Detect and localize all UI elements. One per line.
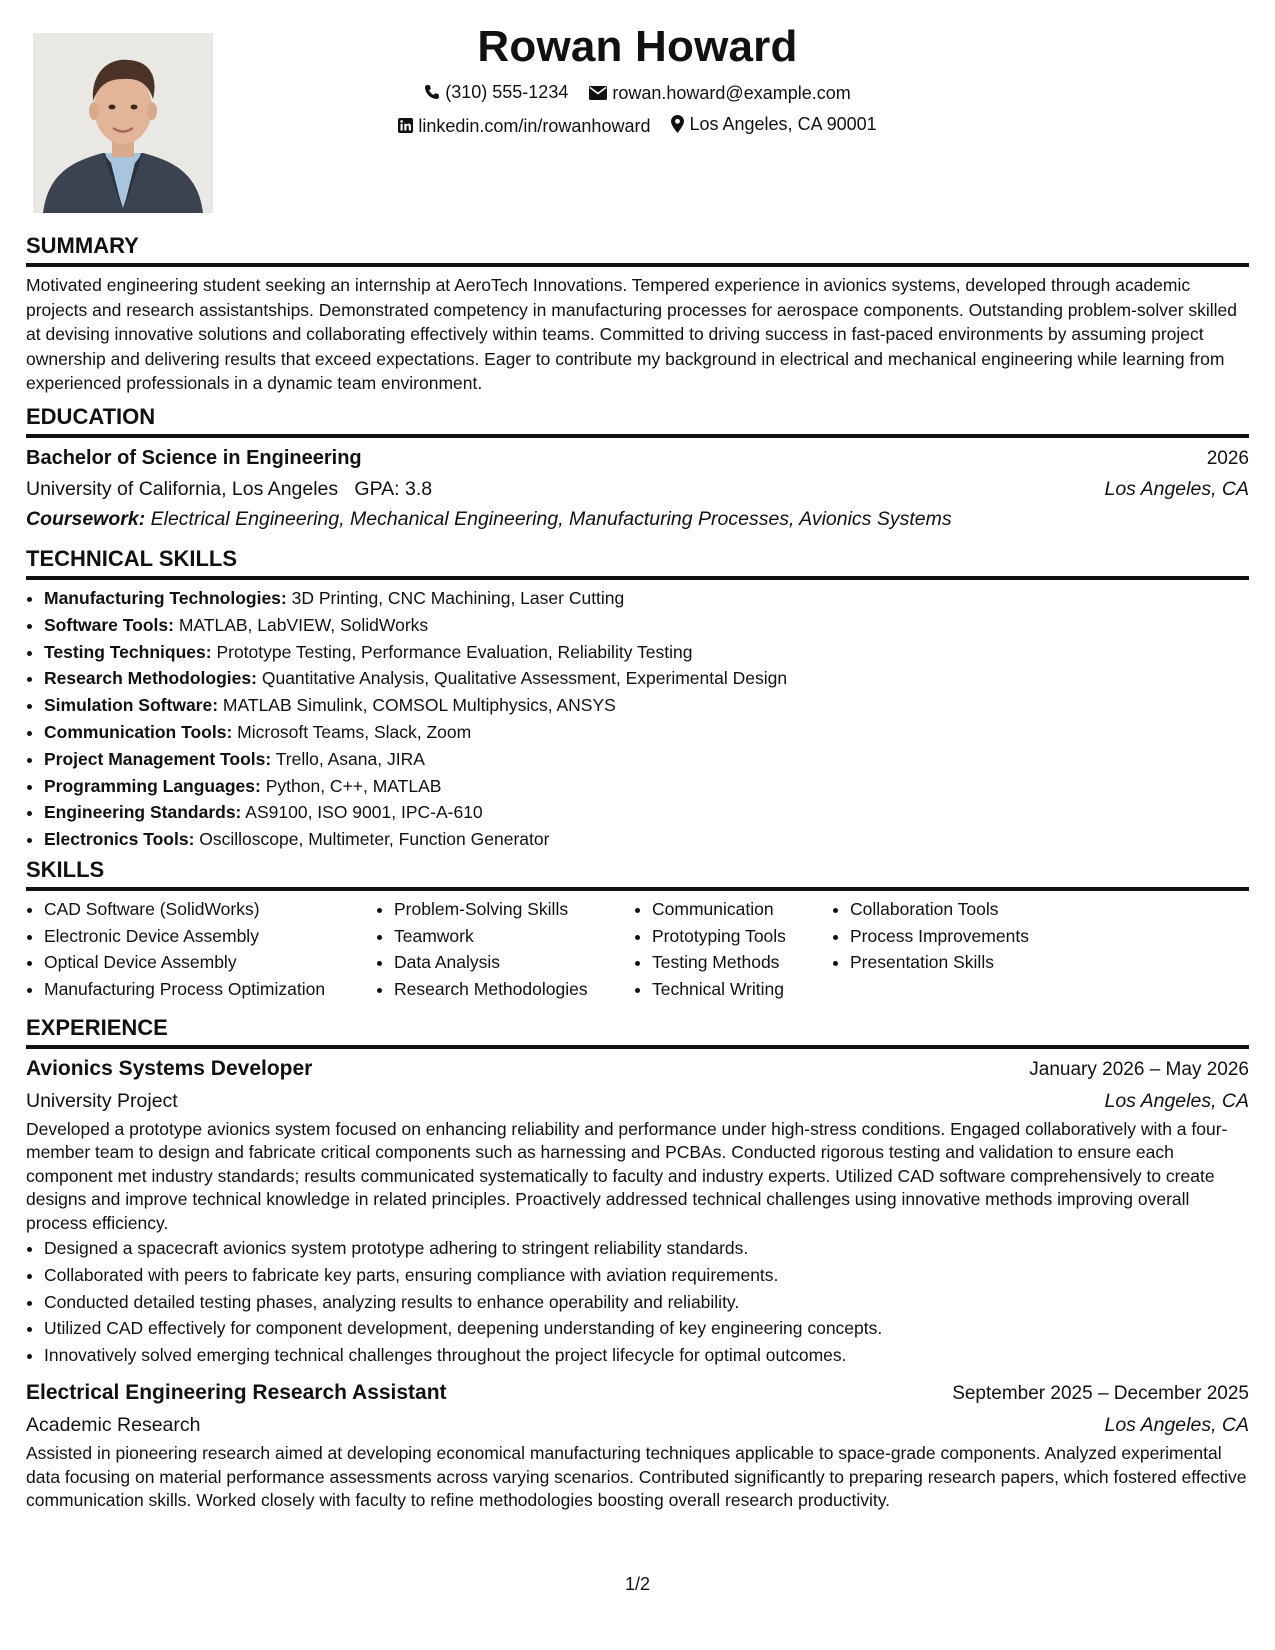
contact-row-2 xyxy=(0,113,1275,138)
job-title: Electrical Engineering Research Assistant xyxy=(26,1381,447,1405)
job-dates: September 2025 – December 2025 xyxy=(952,1383,1249,1405)
skill-value: AS9100, ISO 9001, IPC-A-610 xyxy=(245,802,483,823)
list-item: • Collaboration Tools xyxy=(850,896,1090,923)
graduation-year: 2026 xyxy=(1206,448,1249,469)
school-location: Los Angeles, CA xyxy=(1104,478,1249,500)
job-description: Developed a prototype avionics system focused on enhancing reliability and performance under high-stress conditions. Engaged collaboratively with a four-member team to design and fabricate critical components such as harnessing and PCBAs. Conducted rigorous testing and validation to ensure each component met industry standards; results communicated systematically to faculty and industry experts. Utilized CAD software comprehensively to create designs and improve technical knowledge in related principles. Proactively addressed technical challenges using innovative methods improving overall process efficiency. xyxy=(26,1119,1228,1233)
phone-item xyxy=(424,81,568,103)
job-location: Los Angeles, CA xyxy=(1104,1090,1249,1112)
envelope-icon xyxy=(589,86,607,100)
skill-label: Engineering Standards: xyxy=(44,802,242,823)
job-location: Los Angeles, CA xyxy=(1104,1414,1249,1437)
skill-value: Prototype Testing, Performance Evaluation, Reliability Testing xyxy=(216,641,693,662)
linkedin-link[interactable]: linkedin.com/in/rowanhoward xyxy=(418,115,651,136)
contact-row-1 xyxy=(0,81,1275,105)
list-item: • Teamwork xyxy=(394,923,634,950)
phone-icon xyxy=(424,84,440,100)
page-number: 1/2 xyxy=(624,1574,651,1594)
skill-value: MATLAB Simulink, COMSOL Multiphysics, ANSYS xyxy=(222,695,616,716)
job-entry xyxy=(26,1053,1249,1369)
location-item xyxy=(671,113,876,135)
education-section xyxy=(26,404,1249,534)
skills-column-3 xyxy=(634,896,832,1002)
list-item xyxy=(44,826,1249,853)
job-org-row xyxy=(26,1410,1249,1440)
list-item: • Innovatively solved emerging technical challenges throughout the project lifecycle for optimal outcomes. xyxy=(44,1342,1249,1369)
technical-skills-list xyxy=(26,585,1249,853)
job-description: Assisted in pioneering research aimed at developing economical manufacturing techniques applicable to space-grade components. Analyzed experimental data focusing on material performance assessments across varying scenarios. Contributed significantly to preparing research papers, which fostered effective communication skills. Worked closely with faculty to refine methodologies boosting overall research productivity. xyxy=(26,1443,1247,1511)
job-dates: January 2026 – May 2026 xyxy=(1029,1059,1249,1080)
skills-section xyxy=(26,857,1249,1002)
list-item xyxy=(44,773,1249,800)
list-item: • Problem-Solving Skills xyxy=(394,896,634,923)
linkedin-item xyxy=(398,115,650,137)
degree-name: Bachelor of Science in Engineering xyxy=(26,447,362,469)
list-item: • Conducted detailed testing phases, analyzing results to enhance operability and reliability. xyxy=(44,1289,1249,1316)
phone-text[interactable]: (310) 555-1234 xyxy=(445,82,569,102)
technical-skills-section xyxy=(26,546,1249,853)
list-item: • Manufacturing Process Optimization xyxy=(44,976,376,1003)
map-pin-icon xyxy=(671,115,684,133)
education-school-row xyxy=(26,474,1249,504)
list-item: • Process Improvements xyxy=(850,923,1090,950)
experience-section xyxy=(26,1015,1249,1513)
skills-column-1 xyxy=(26,896,376,1002)
skill-value: 3D Printing, CNC Machining, Laser Cutting xyxy=(291,588,625,608)
skill-value: Oscilloscope, Multimeter, Function Generator xyxy=(199,829,550,850)
education-degree-row xyxy=(26,443,1249,474)
skills-column-4 xyxy=(832,896,1090,1002)
job-org-row xyxy=(26,1086,1249,1116)
list-item: • Collaborated with peers to fabricate key parts, ensuring compliance with aviation requirements. xyxy=(44,1262,1249,1289)
list-item xyxy=(44,799,1249,826)
skill-label: Communication Tools: xyxy=(44,721,233,742)
skill-label: Simulation Software: xyxy=(44,695,219,716)
list-item: • Optical Device Assembly xyxy=(44,949,376,976)
skill-label: Research Methodologies: xyxy=(44,668,257,689)
education-heading: EDUCATION xyxy=(26,404,1249,438)
summary-section xyxy=(26,233,1249,396)
gpa: GPA: 3.8 xyxy=(354,478,433,500)
job-title-row xyxy=(26,1053,1249,1086)
list-item xyxy=(44,639,1249,666)
list-item: • CAD Software (SolidWorks) xyxy=(44,896,376,923)
summary-text: Motivated engineering student seeking an internship at AeroTech Innovations. Tempered experience in avionics systems, developed through academic projects and research assistantships. Demonstrated competency in manufacturing processes for aerospace components. Outstanding problem-solver skilled at devising innovative solutions and collaborating effectively within teams. Committed to driving success in fast-paced environments by assuming project ownership and delivering results that exceed expectations. Eager to contribute my background in electrical and mechanical engineering while learning from experienced professionals in a dynamic team environment. xyxy=(26,275,1238,393)
job-organization: Academic Research xyxy=(26,1414,201,1437)
skill-label: Project Management Tools: xyxy=(44,748,272,769)
skills-column-2 xyxy=(376,896,634,1002)
experience-heading: EXPERIENCE xyxy=(26,1015,1249,1049)
job-entry xyxy=(26,1377,1249,1513)
linkedin-icon xyxy=(398,118,413,133)
list-item: • Designed a spacecraft avionics system prototype adhering to stringent reliability standards. xyxy=(44,1235,1249,1262)
summary-heading: SUMMARY xyxy=(26,233,1249,267)
list-item: • Electronic Device Assembly xyxy=(44,923,376,950)
job-title: Avionics Systems Developer xyxy=(26,1057,313,1080)
job-bullets xyxy=(26,1235,1249,1369)
list-item xyxy=(44,719,1249,746)
skill-value: MATLAB, LabVIEW, SolidWorks xyxy=(178,614,429,635)
list-item xyxy=(44,612,1249,639)
skill-label: Electronics Tools: xyxy=(44,829,195,850)
list-item xyxy=(44,585,1249,612)
list-item: • Data Analysis xyxy=(394,949,634,976)
list-item: • Prototyping Tools xyxy=(652,923,832,950)
coursework-list: Electrical Engineering, Mechanical Engineering, Manufacturing Processes, Avionics Systems xyxy=(150,508,952,530)
location-text: Los Angeles, CA 90001 xyxy=(689,114,877,134)
technical-skills-heading: TECHNICAL SKILLS xyxy=(26,546,1249,580)
list-item xyxy=(44,665,1249,692)
skills-columns xyxy=(26,896,1249,1002)
list-item: • Testing Methods xyxy=(652,949,832,976)
job-organization: University Project xyxy=(26,1090,178,1112)
school-name: University of California, Los Angeles xyxy=(26,478,339,500)
coursework-line xyxy=(26,504,1249,534)
skill-label: Programming Languages: xyxy=(44,775,261,796)
skill-value: Microsoft Teams, Slack, Zoom xyxy=(237,721,472,742)
skill-label: Manufacturing Technologies: xyxy=(44,588,287,608)
job-title-row xyxy=(26,1377,1249,1410)
skill-label: Software Tools: xyxy=(44,614,174,635)
list-item: • Utilized CAD effectively for component development, deepening understanding of key engineering concepts. xyxy=(44,1315,1249,1342)
email-link[interactable]: rowan.howard@example.com xyxy=(612,83,851,103)
school-line xyxy=(26,474,432,504)
skill-value: Python, C++, MATLAB xyxy=(265,775,442,796)
skill-value: Quantitative Analysis, Qualitative Assessment, Experimental Design xyxy=(261,668,788,689)
list-item: • Technical Writing xyxy=(652,976,832,1003)
coursework-label: Coursework: xyxy=(26,508,146,530)
email-item xyxy=(589,82,850,104)
list-item: • Research Methodologies xyxy=(394,976,634,1003)
skill-value: Trello, Asana, JIRA xyxy=(275,748,425,769)
list-item xyxy=(44,692,1249,719)
list-item xyxy=(44,746,1249,773)
list-item: • Communication xyxy=(652,896,832,923)
skills-heading: SKILLS xyxy=(26,857,1249,891)
list-item: • Presentation Skills xyxy=(850,949,1090,976)
skill-label: Testing Techniques: xyxy=(44,641,212,662)
candidate-name: Rowan Howard xyxy=(477,22,798,71)
